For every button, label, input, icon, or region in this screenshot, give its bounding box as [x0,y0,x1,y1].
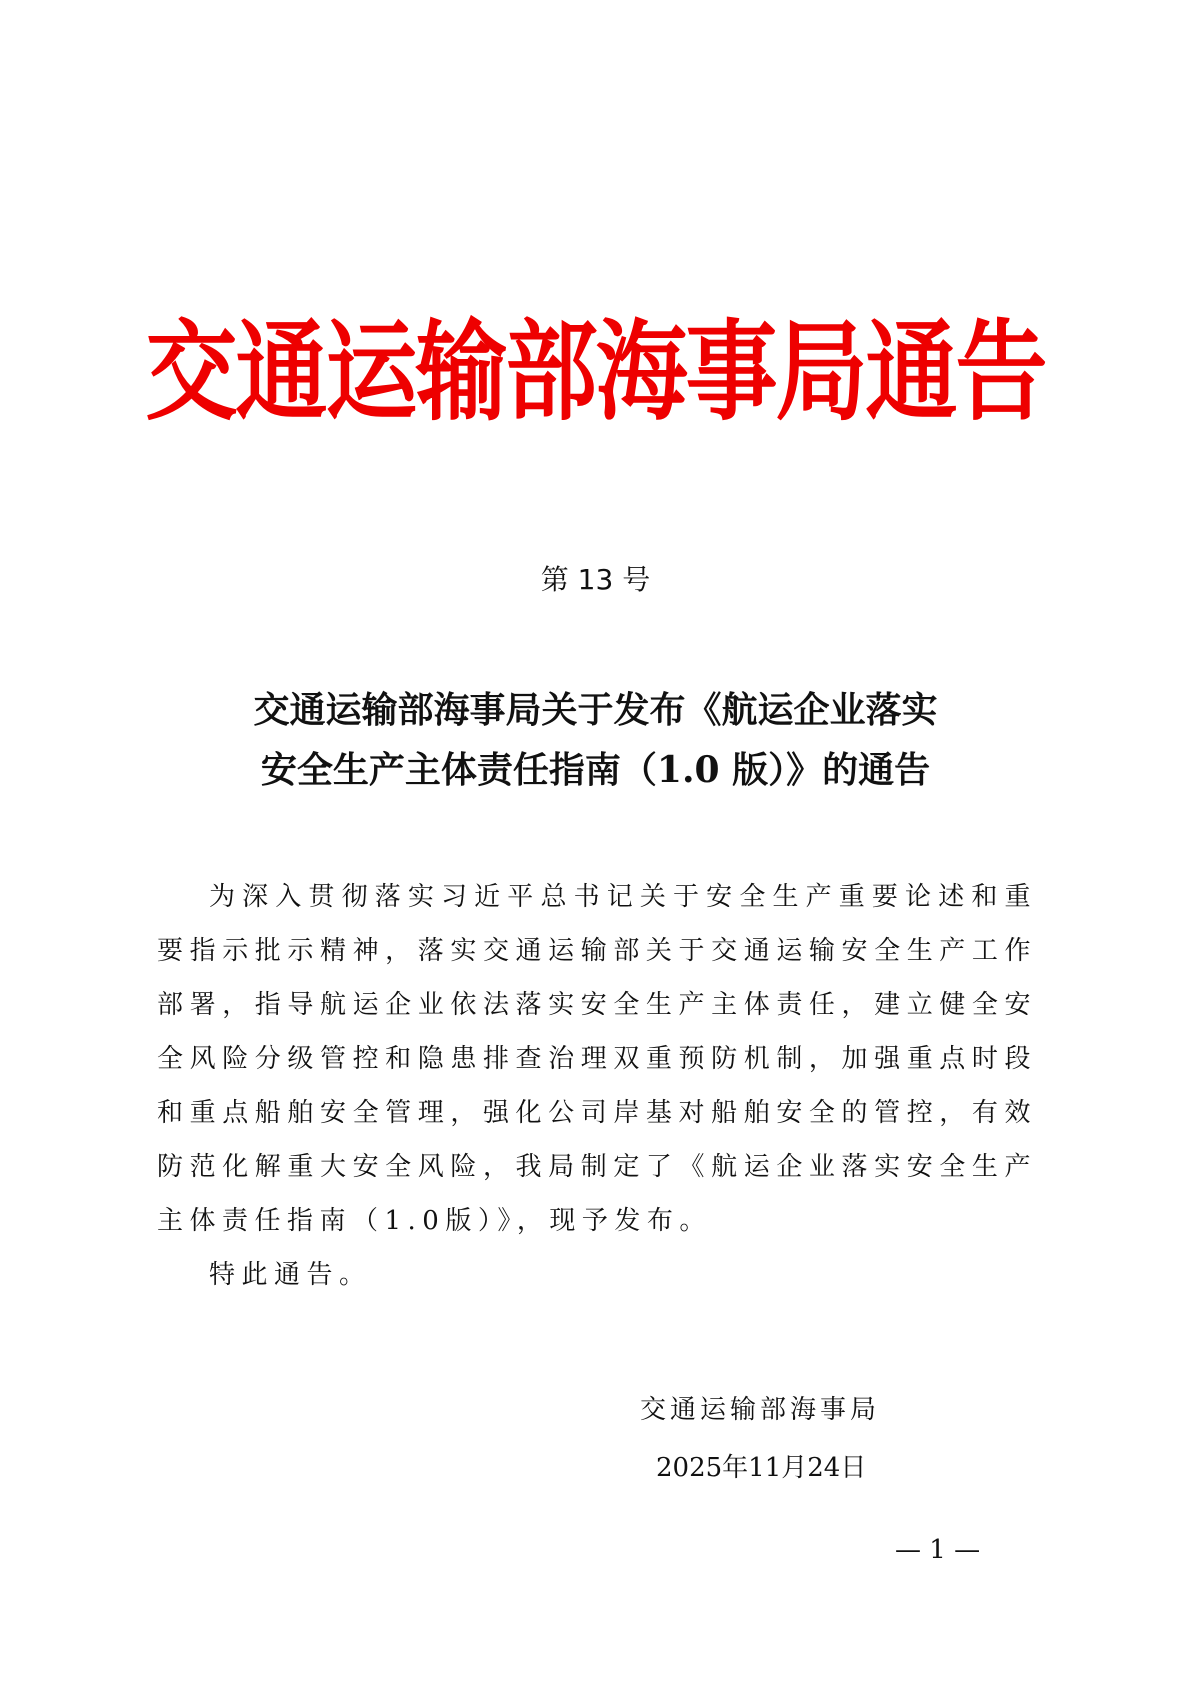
masthead-title: 交通运输部海事局通告 [145,309,1046,436]
issuer-signature: 交通运输部海事局 [640,1395,881,1425]
body-paragraph-2: 特此通告。 [209,1260,372,1290]
page-number: — 1 — [895,1535,981,1565]
document-title [0,680,1191,800]
body-paragraph-1: 为深入贯彻落实习近平总书记关于安全生产重要论述和重要指示批示精神，落实交通运输部关于交通运输安全生产工作部署，指导航运企业依法落实安全生产主体责任，建立健全安全风险分级管控和隐患排查治理双重预防机制，加强重点时段和重点船舶安全管理，强化公司岸基对船舶安全的管控，有效防范化解重大安全风险，我局制定了《航运企业落实安全生产主体责任指南（1.0版）》，现予发布。 [157,882,1037,1236]
document-title-line-1: 交通运输部海事局关于发布《航运企业落实 [253,689,938,731]
body-text [157,870,1037,1302]
issue-date: 2025年11月24日 [656,1453,867,1483]
document-title-line-2: 安全生产主体责任指南（1.0 版）》的通告 [260,749,931,791]
document-number: 第 13 号 [540,563,651,596]
